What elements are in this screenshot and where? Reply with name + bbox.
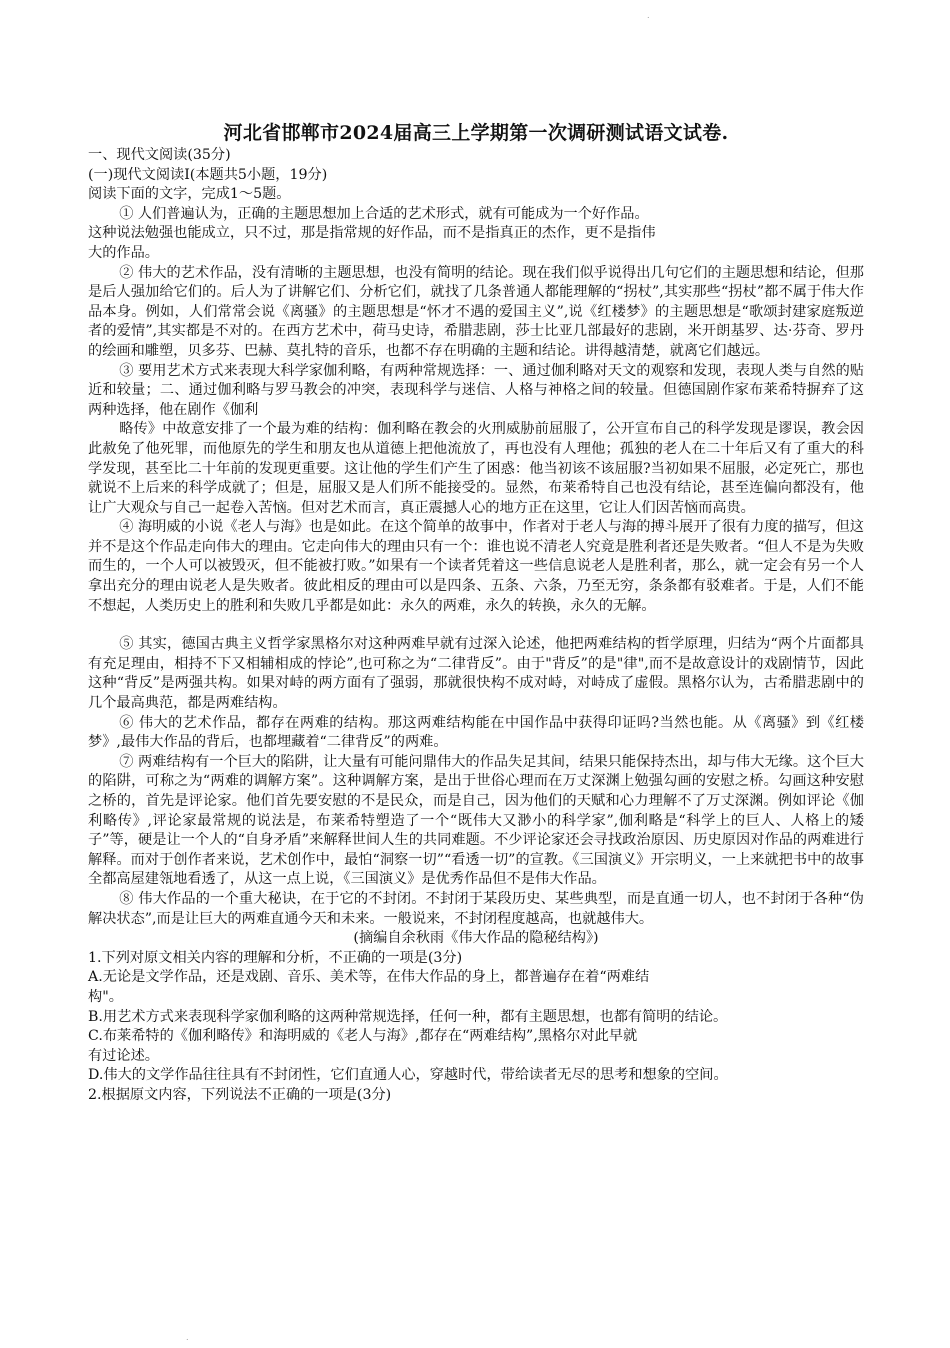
- paragraph-1-line-2: 这种说法勉强也能成立，只不过，那是指常规的好作品，而不是指真正的杰作，更不是指伟: [88, 225, 656, 242]
- question-1: 1.下列对原文相关内容的理解和分析，不正确的一项是(3分): [88, 949, 463, 966]
- paragraph-3-part-2: 略传》中故意安排了一个最为难的结构：伽利略在教会的火刑威胁前屈服了，公开宣布自己的科学发现是谬误，教会因此赦免了他死罪，而他原先的学生和朋友也从道德上把他流放了，再也没有人理他；孤独的老人在二十年后又有了重大的科学发现，甚至比二十年前的发现更重要。这让他的学生们产生了困惑：他当初该不该屈服?当初如果不屈服，必定死亡，那也就说不上后来的科学成就了；但是，屈服又是人们所不能接受的。显然，布莱希特自己也没有结论，甚至连偏向都没有，他让广大观众与自己一起卷入苦恼。但对艺术而言，真正震撼人心的地方正在这里，它让人们因苦恼而高贵。: [88, 421, 864, 516]
- question-1-option-b: B.用艺术方式来表现科学家伽利略的这两种常规选择，任何一种，都有主题思想，也都有简明的结论。: [88, 1008, 728, 1025]
- page-top-mark: .: [647, 11, 650, 20]
- question-1-option-a-line-1: A.无论是文学作品，还是戏剧、音乐、美术等，在伟大作品的身上，都普遍存在着“两难结: [88, 969, 650, 986]
- reading-instruction: 阅读下面的文字，完成1～5题。: [88, 186, 291, 203]
- paragraph-4: ④ 海明威的小说《老人与海》也是如此。在这个简单的故事中，作者对于老人与海的搏斗展开了很有力度的描写，但这并不是这个作品走向伟大的理由。它走向伟大的理由只有一个：谁也说不清老人究竟是胜利者还是失败者。“但人不是为失败而生的，一个人可以被毁灭，但不能被打败。”如果有一个读者凭着这一些信息说老人是胜利者，那么，就一定会有另一个人拿出充分的理由说老人是失败者。彼此相反的理由可以是四条、五条、六条，乃至无穷，条条都有驳难者。于是，人们不能不想起，人类历史上的胜利和失败几乎都是如此：永久的两难，永久的转换，永久的无解。: [88, 519, 864, 614]
- source-citation: (摘编自余秋雨《伟大作品的隐秘结构》): [353, 930, 599, 947]
- paragraph-8: ⑧ 伟大作品的一个重大秘诀，在于它的不封闭。不封闭于某段历史、某些典型，而是直通一切人，也不封闭于各种“伪解决状态”,而是让巨大的两难直通今天和未来。一般说来，不封闭程度越高，也就越伟大。: [88, 890, 864, 927]
- question-2: 2.根据原文内容，下列说法不正确的一项是(3分): [88, 1086, 392, 1103]
- paragraph-gap: [88, 616, 864, 635]
- subsection-heading: (一)现代文阅读I(本题共5小题，19分): [88, 166, 328, 183]
- page-bottom-mark: .: [186, 1333, 189, 1342]
- document-content: [88, 120, 864, 1106]
- paragraph-1-line-1: ① 人们普遍认为，正确的主题思想加上合适的艺术形式，就有可能成为一个好作品。: [119, 205, 649, 222]
- paragraph-3-part-1: ③ 要用艺术方式来表现大科学家伽利略，有两种常规选择：一、通过伽利略对天文的观察和发现，表现人类与自然的贴近和较量；二、通过伽利略与罗马教会的冲突，表现科学与迷信、人格与神格之间的较量。但德国剧作家布莱希特摒弃了这两种选择，他在剧作《伽利: [88, 362, 864, 418]
- paragraph-7: ⑦ 两难结构有一个巨大的陷阱，让大量有可能问鼎伟大的作品失足其间，结果只能保持杰出，却与伟大无缘。这个巨大的陷阱，可称之为“两难的调解方案”。这种调解方案，是出于世俗心理而在万丈深渊上勉强勾画的安慰之桥。勾画这种安慰之桥的，首先是评论家。他们首先要安慰的不是民众，而是自己，因为他们的天赋和心力理解不了万丈深渊。例如评论《伽利略传》,评论家最常规的说法是，布莱希特塑造了一个“既伟大又渺小的科学家”,伽利略是“科学上的巨人、人格上的矮子”等，硬是让一个人的“自身矛盾”来解释世间人生的共同难题。不少评论家还会寻找政治原因、历史原因对作品的两难进行解释。而对于创作者来说，艺术创作中，最怕“洞察一切”“看透一切”的宣教。《三国演义》开宗明义，一上来就把书中的故事全都高屋建瓴地看透了，从这一点上说，《三国演义》是优秀作品但不是伟大作品。: [88, 753, 864, 888]
- section-heading: 一、现代文阅读(35分): [88, 147, 231, 163]
- question-1-option-c-line-1: C.布莱希特的《伽利略传》和海明威的《老人与海》,都存在“两难结构”,黑格尔对此早就: [88, 1028, 638, 1045]
- question-1-option-c-line-2: 有过论述。: [88, 1047, 159, 1064]
- question-1-option-d: D.伟大的文学作品往往具有不封闭性，它们直通人心，穿越时代，带给读者无尽的思考和想象的空间。: [88, 1067, 728, 1084]
- paragraph-1-line-3: 大的作品。: [88, 244, 159, 261]
- question-1-option-a-line-2: 构"。: [88, 988, 123, 1005]
- paragraph-5: ⑤ 其实，德国古典主义哲学家黑格尔对这种两难早就有过深入论述，他把两难结构的哲学原理，归结为“两个片面都具有充足理由，相持不下又相辅相成的悖论”,也可称之为“二律背反”。由于"背反”的是"律",而不是故意设计的戏剧情节，因此这种“背反”是两强共构。如果对峙的两方面有了强弱，那就很快构不成对峙，对峙成了虚假。黑格尔认为，古希腊悲剧中的几个最高典范，都是两难结构。: [88, 636, 864, 712]
- paragraph-2: ② 伟大的艺术作品，没有清晰的主题思想，也没有简明的结论。现在我们似乎说得出几句它们的主题思想和结论，但那是后人强加给它们的。后人为了讲解它们、分析它们，就找了几条普通人都能理解的“拐杖”,其实那些“拐杖”都不属于伟大作品本身。例如，人们常常会说《离骚》的主题思想是“怀才不遇的爱国主义”,说《红楼梦》的主题思想是“歌颂封建家庭叛逆者的爱情”,其实都是不对的。在西方艺术中，荷马史诗，希腊悲剧，莎士比亚几部最好的悲剧，米开朗基罗、达·芬奇、罗丹的绘画和雕塑，贝多芬、巴赫、莫扎特的音乐，也都不存在明确的主题和结论。讲得越清楚，就离它们越远。: [88, 264, 864, 359]
- paragraph-6: ⑥ 伟大的艺术作品，都存在两难的结构。那这两难结构能在中国作品中获得印证吗?当然也能。从《离骚》到《红楼梦》,最伟大作品的背后，也都埋藏着“二律背反”的两难。: [88, 714, 864, 751]
- page-title: 河北省邯郸市2024届高三上学期第一次调研测试语文试卷.: [223, 122, 729, 144]
